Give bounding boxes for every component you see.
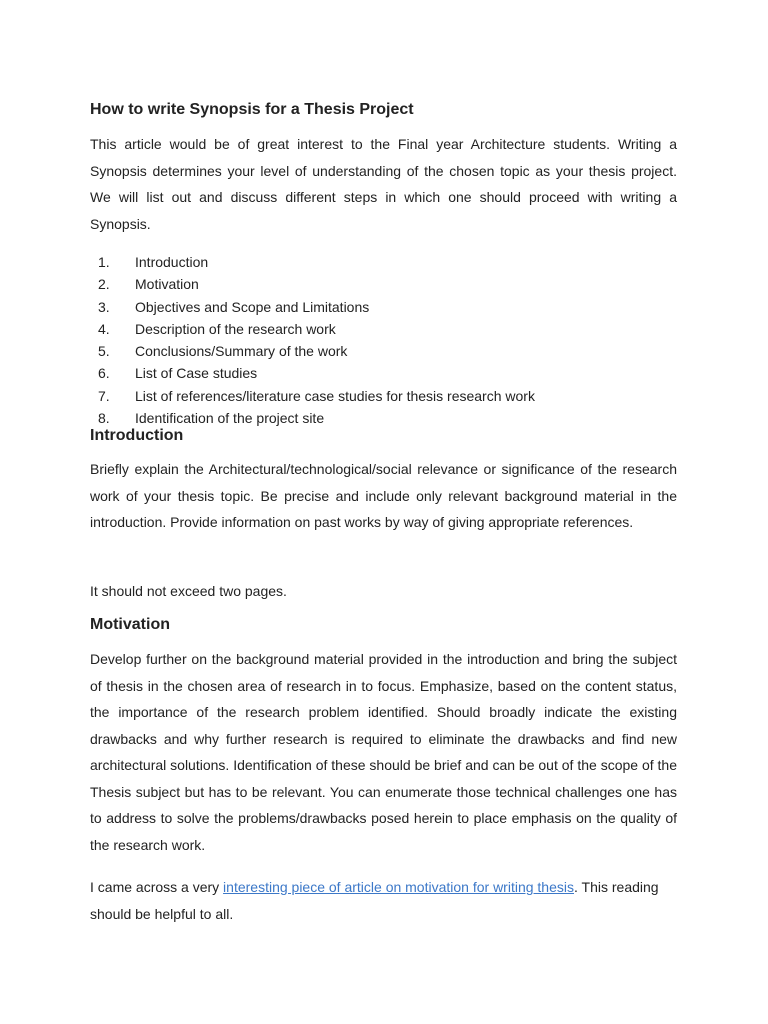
motivation-heading: Motivation bbox=[90, 616, 170, 633]
list-item bbox=[90, 362, 677, 384]
introduction-paragraph: Briefly explain the Architectural/technological/social relevance or significance of the research work of your thesis topic. Be precise and include only relevant background material in the introduction. Provide information on past works by way of giving appropriate references. bbox=[90, 461, 677, 530]
list-item-number: 4. bbox=[98, 320, 110, 337]
closing-text-before: I came across a very bbox=[90, 879, 224, 895]
list-item bbox=[90, 273, 677, 295]
list-item-number: 7. bbox=[98, 387, 110, 404]
intro-paragraph: This article would be of great interest to the Final year Architecture students. Writing a Synopsis determines your level of understanding of the chosen topic as your thesis project. We will list out and discuss different steps in which one should proceed with writing a Synopsis. bbox=[90, 136, 677, 232]
motivation-paragraph: Develop further on the background material provided in the introduction and bring the subject of thesis in the chosen area of research in to focus. Emphasize, based on the content status, the importance of the research problem identified. Should broadly indicate the existing drawbacks and why further research is required to eliminate the drawbacks and find new architectural solutions. Identification of these should be brief and can be out of the scope of the Thesis subject but has to be relevant. You can enumerate those technical challenges one has to address to solve the problems/drawbacks posed herein to place emphasis on the quality of the research work. bbox=[90, 651, 677, 853]
list-item bbox=[90, 251, 677, 273]
list-item-text: Introduction bbox=[135, 254, 209, 270]
list-item-number: 5. bbox=[98, 343, 110, 360]
list-item bbox=[90, 296, 677, 318]
list-item-number: 3. bbox=[98, 298, 110, 315]
list-item-text: Identification of the project site bbox=[135, 410, 325, 427]
list-item-text: List of Case studies bbox=[135, 365, 258, 382]
steps-list bbox=[90, 251, 677, 429]
list-item-number: 1. bbox=[98, 254, 110, 270]
list-item-text: Description of the research work bbox=[135, 320, 336, 337]
list-item bbox=[90, 340, 677, 362]
closing-text-after: . This reading should be helpful to all. bbox=[90, 879, 659, 922]
motivation-closing bbox=[90, 874, 677, 927]
list-item-number: 8. bbox=[98, 410, 110, 427]
list-item-number: 2. bbox=[98, 276, 110, 293]
list-item bbox=[90, 318, 677, 340]
list-item-text: Motivation bbox=[135, 276, 199, 293]
list-item bbox=[90, 385, 677, 407]
document-title: How to write Synopsis for a Thesis Project bbox=[90, 101, 414, 118]
list-item-text: Conclusions/Summary of the work bbox=[135, 343, 348, 360]
list-item-text: List of references/literature case studies for thesis research work bbox=[135, 387, 535, 404]
list-item-text: Objectives and Scope and Limitations bbox=[135, 298, 370, 315]
introduction-heading: Introduction bbox=[90, 427, 184, 444]
list-item-number: 6. bbox=[98, 365, 110, 382]
introduction-note: It should not exceed two pages. bbox=[90, 583, 287, 599]
article-link[interactable]: interesting piece of article on motivation for writing thesis bbox=[223, 879, 574, 895]
